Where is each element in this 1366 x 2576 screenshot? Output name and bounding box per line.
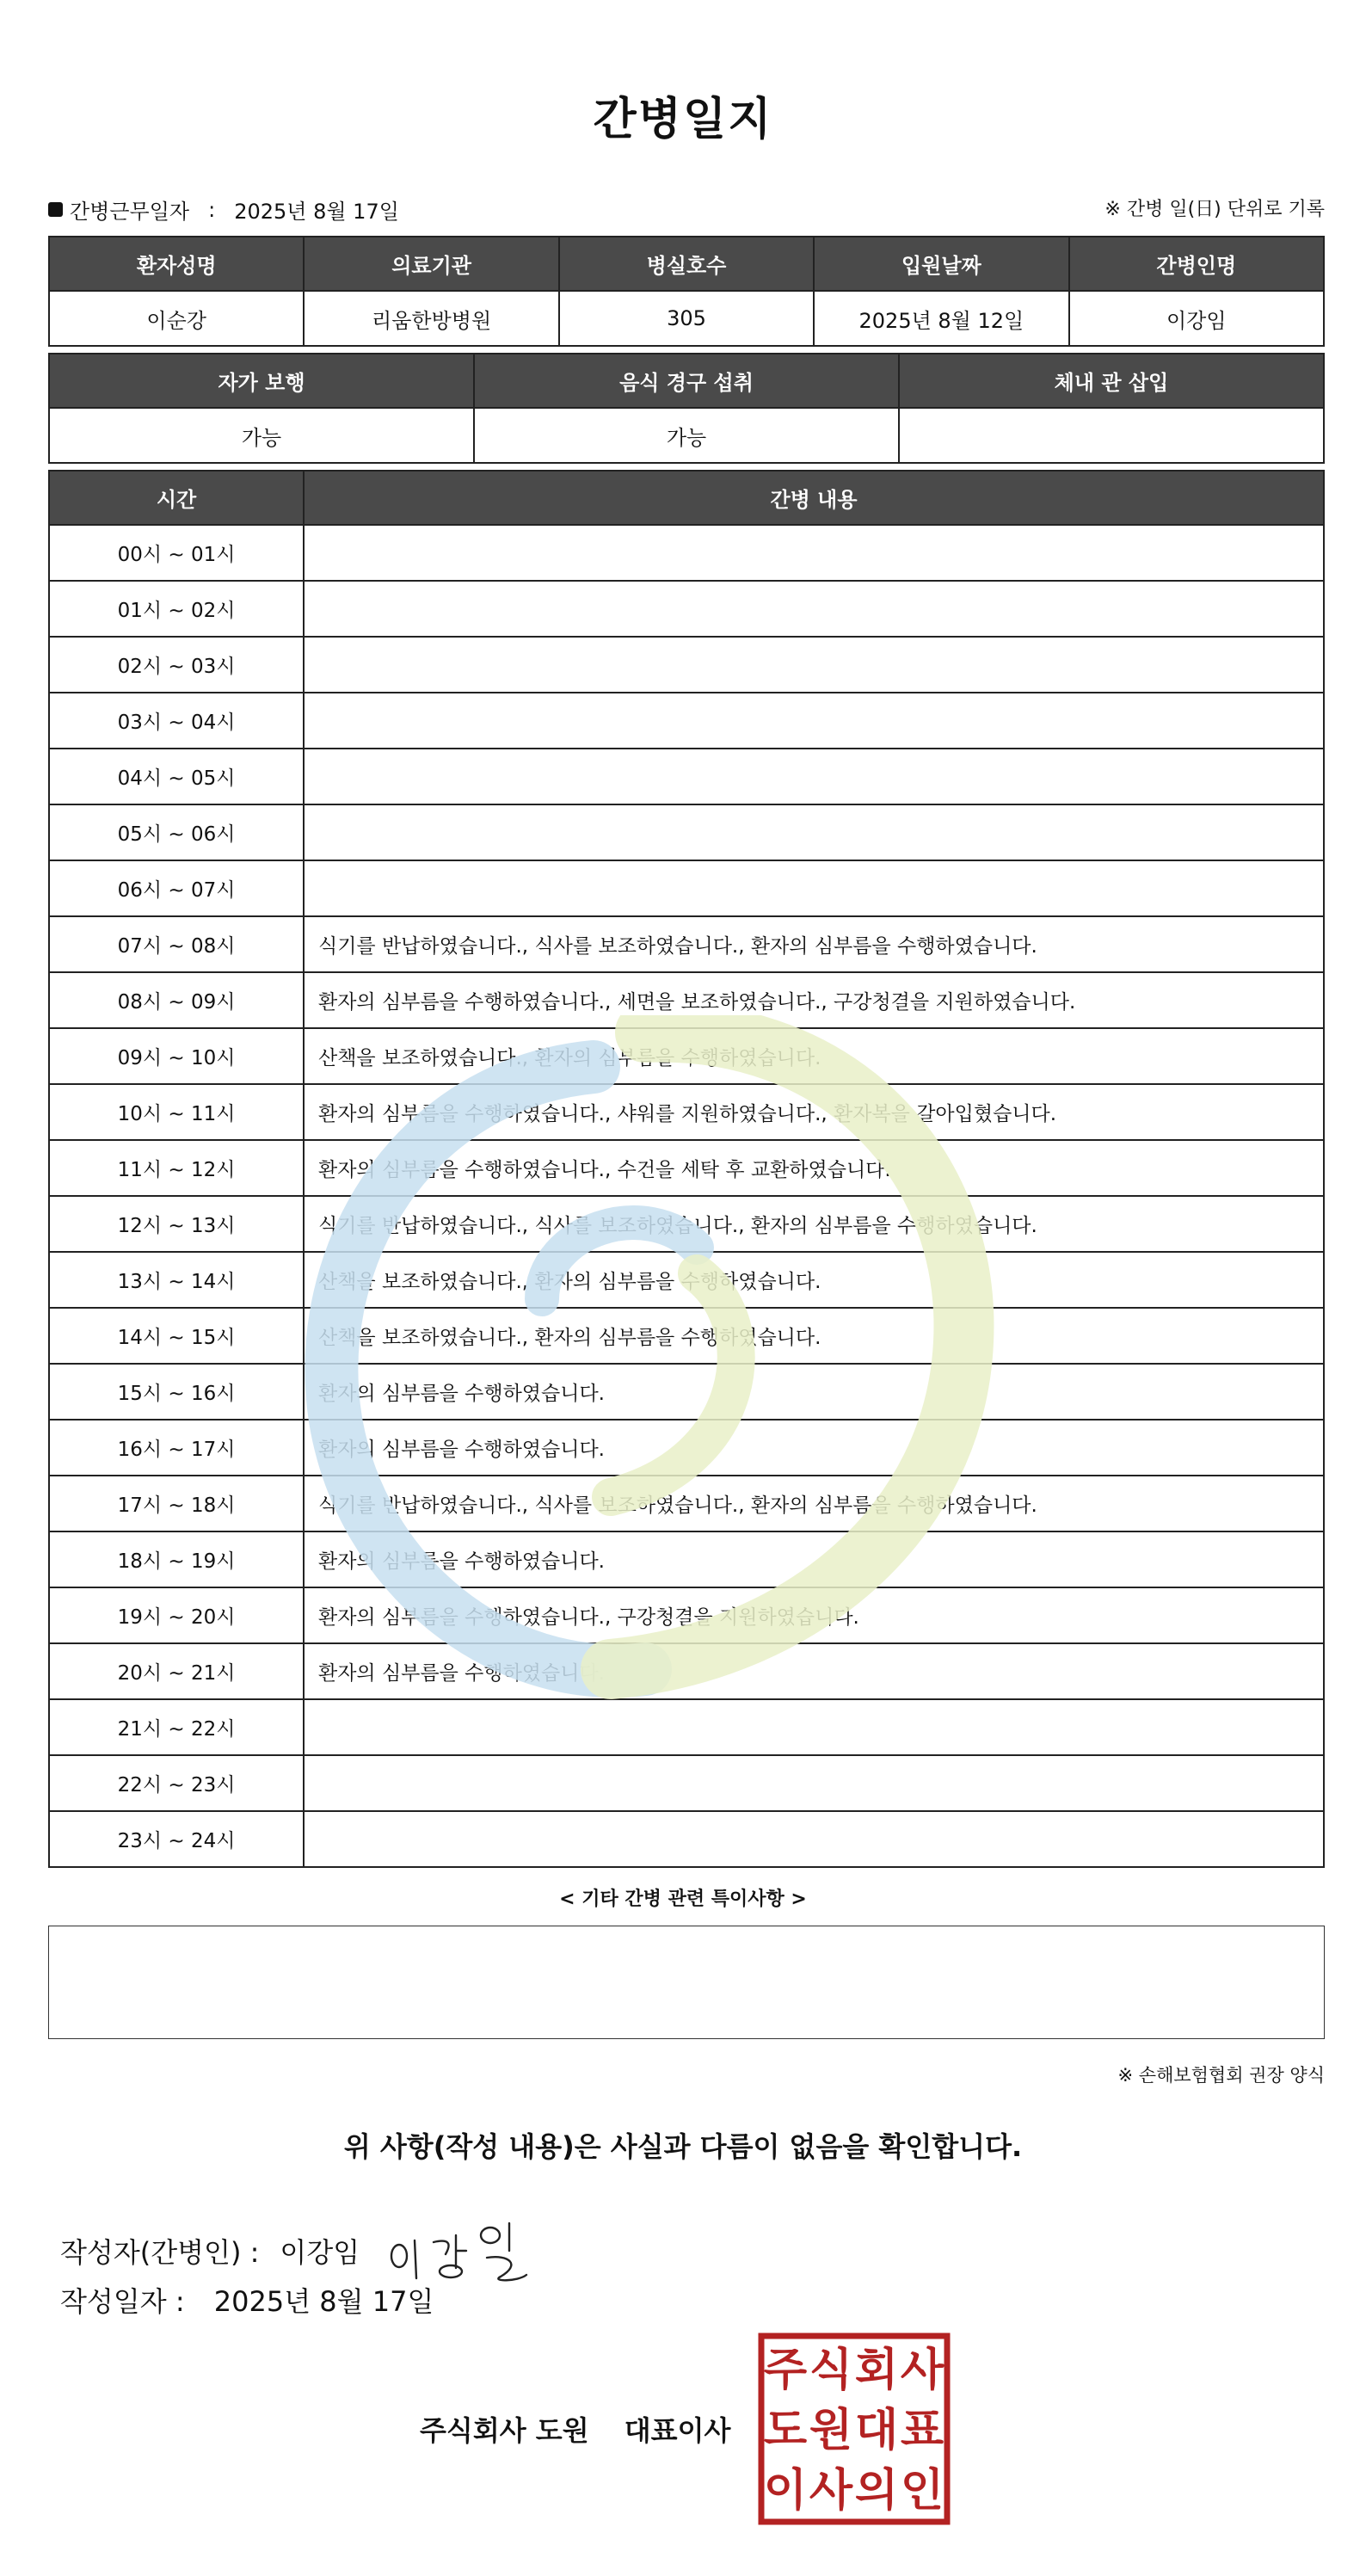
work-date-row bbox=[48, 194, 399, 225]
table-row bbox=[49, 1531, 1324, 1587]
seal-character: 식 bbox=[809, 2345, 853, 2396]
care-content: 식기를 반납하였습니다., 식사를 보조하였습니다., 환자의 심부름을 수행하였습니다. bbox=[304, 1196, 1324, 1252]
special-notes-box bbox=[48, 1926, 1325, 2039]
care-log-rows bbox=[49, 525, 1324, 1867]
time-slot: 14시 ~ 15시 bbox=[49, 1308, 304, 1364]
form-source-note: ※ 손해보험협회 권장 양식 bbox=[1117, 2065, 1325, 2086]
time-slot: 10시 ~ 11시 bbox=[49, 1084, 304, 1140]
patient-name: 이순강 bbox=[49, 291, 304, 346]
care-content: 환자의 심부름을 수행하였습니다., 세면을 보조하였습니다., 구강청결을 지원하였습니다. bbox=[304, 972, 1324, 1028]
time-slot: 22시 ~ 23시 bbox=[49, 1755, 304, 1811]
care-content: 환자의 심부름을 수행하였습니다. bbox=[304, 1643, 1324, 1699]
care-content bbox=[304, 860, 1324, 916]
special-notes-title: < 기타 간병 관련 특이사항 > bbox=[559, 1889, 807, 1910]
seal-character: 이 bbox=[763, 2465, 808, 2517]
time-header: 시간 bbox=[49, 471, 304, 525]
seal-character: 회 bbox=[854, 2345, 899, 2396]
written-date-row bbox=[60, 2280, 434, 2320]
patient-name-header: 환자성명 bbox=[49, 237, 304, 291]
care-content: 산책을 보조하였습니다., 환자의 심부름을 수행하였습니다. bbox=[304, 1252, 1324, 1308]
time-slot: 20시 ~ 21시 bbox=[49, 1643, 304, 1699]
care-content: 환자의 심부름을 수행하였습니다. bbox=[304, 1420, 1324, 1476]
time-slot: 11시 ~ 12시 bbox=[49, 1140, 304, 1196]
time-slot: 05시 ~ 06시 bbox=[49, 804, 304, 860]
time-slot: 19시 ~ 20시 bbox=[49, 1587, 304, 1643]
time-slot: 03시 ~ 04시 bbox=[49, 693, 304, 749]
time-slot: 04시 ~ 05시 bbox=[49, 749, 304, 804]
care-content bbox=[304, 804, 1324, 860]
self-walking-value: 가능 bbox=[49, 408, 474, 463]
care-content: 환자의 심부름을 수행하였습니다., 샤워를 지원하였습니다., 환자복을 갈아입혔습니다. bbox=[304, 1084, 1324, 1140]
table-row bbox=[49, 860, 1324, 916]
work-date-value: 2025년 8월 17일 bbox=[234, 200, 399, 224]
representative-title: 대표이사 bbox=[624, 2414, 731, 2447]
care-content: 산책을 보조하였습니다., 환자의 심부름을 수행하였습니다. bbox=[304, 1308, 1324, 1364]
table-row bbox=[49, 1476, 1324, 1531]
care-content: 식기를 반납하였습니다., 식사를 보조하였습니다., 환자의 심부름을 수행하였습니다. bbox=[304, 916, 1324, 972]
written-date-value: 2025년 8월 17일 bbox=[213, 2285, 434, 2318]
care-content bbox=[304, 1699, 1324, 1755]
work-date-separator: : bbox=[208, 197, 216, 222]
oral-intake-header: 음식 경구 섭취 bbox=[474, 354, 899, 408]
time-slot: 12시 ~ 13시 bbox=[49, 1196, 304, 1252]
seal-characters bbox=[764, 2345, 945, 2517]
table-row bbox=[49, 1420, 1324, 1476]
time-slot: 00시 ~ 01시 bbox=[49, 525, 304, 581]
time-slot: 08시 ~ 09시 bbox=[49, 972, 304, 1028]
time-slot: 23시 ~ 24시 bbox=[49, 1811, 304, 1867]
writer-name: 이강임 bbox=[280, 2236, 360, 2269]
care-log-table bbox=[48, 470, 1325, 1868]
table-row bbox=[49, 749, 1324, 804]
tube-insertion-value bbox=[899, 408, 1324, 463]
oral-intake-value: 가능 bbox=[474, 408, 899, 463]
time-slot: 21시 ~ 22시 bbox=[49, 1699, 304, 1755]
company-seal-stamp bbox=[757, 2332, 951, 2526]
room-number: 305 bbox=[559, 291, 814, 346]
patient-status-table bbox=[48, 353, 1325, 464]
care-content bbox=[304, 637, 1324, 693]
seal-character: 사 bbox=[900, 2345, 945, 2396]
seal-character: 도 bbox=[763, 2405, 808, 2456]
time-slot: 15시 ~ 16시 bbox=[49, 1364, 304, 1420]
patient-info-table bbox=[48, 236, 1325, 347]
time-slot: 13시 ~ 14시 bbox=[49, 1252, 304, 1308]
time-slot: 09시 ~ 10시 bbox=[49, 1028, 304, 1084]
page-title: 간병일지 bbox=[593, 94, 773, 145]
table-row bbox=[49, 1811, 1324, 1867]
care-content bbox=[304, 749, 1324, 804]
table-row bbox=[49, 1252, 1324, 1308]
table-row bbox=[49, 525, 1324, 581]
writer-label: 작성자(간병인) : bbox=[60, 2236, 260, 2269]
hospital-name: 리움한방병원 bbox=[304, 291, 558, 346]
care-content-header: 간병 내용 bbox=[304, 471, 1324, 525]
table-row bbox=[49, 1699, 1324, 1755]
seal-character: 인 bbox=[900, 2465, 945, 2517]
seal-character: 대 bbox=[854, 2405, 899, 2456]
table-row bbox=[49, 1140, 1324, 1196]
writer-row bbox=[60, 2216, 544, 2285]
care-content bbox=[304, 525, 1324, 581]
care-content: 식기를 반납하였습니다., 식사를 보조하였습니다., 환자의 심부름을 수행하였습니다. bbox=[304, 1476, 1324, 1531]
care-content bbox=[304, 581, 1324, 637]
record-unit-note: ※ 간병 일(日) 단위로 기록 bbox=[1104, 199, 1325, 220]
handwritten-signature bbox=[380, 2216, 544, 2285]
care-content bbox=[304, 693, 1324, 749]
table-row bbox=[49, 972, 1324, 1028]
time-slot: 07시 ~ 08시 bbox=[49, 916, 304, 972]
admission-date: 2025년 8월 12일 bbox=[814, 291, 1068, 346]
hospital-header: 의료기관 bbox=[304, 237, 558, 291]
care-content bbox=[304, 1811, 1324, 1867]
tube-insertion-header: 체내 관 삽입 bbox=[899, 354, 1324, 408]
table-row bbox=[49, 1755, 1324, 1811]
self-walking-header: 자가 보행 bbox=[49, 354, 474, 408]
table-row bbox=[49, 804, 1324, 860]
care-content: 환자의 심부름을 수행하였습니다. bbox=[304, 1364, 1324, 1420]
seal-character: 사 bbox=[809, 2465, 853, 2517]
table-row bbox=[49, 916, 1324, 972]
table-row bbox=[49, 1308, 1324, 1364]
room-number-header: 병실호수 bbox=[559, 237, 814, 291]
care-content: 환자의 심부름을 수행하였습니다. bbox=[304, 1531, 1324, 1587]
confirmation-statement: 위 사항(작성 내용)은 사실과 다름이 없음을 확인합니다. bbox=[343, 2130, 1023, 2163]
time-slot: 02시 ~ 03시 bbox=[49, 637, 304, 693]
time-slot: 17시 ~ 18시 bbox=[49, 1476, 304, 1531]
caregiver-name: 이강임 bbox=[1069, 291, 1324, 346]
table-row bbox=[49, 581, 1324, 637]
work-date-label: 간병근무일자 bbox=[70, 200, 190, 224]
care-content: 환자의 심부름을 수행하였습니다., 수건을 세탁 후 교환하였습니다. bbox=[304, 1140, 1324, 1196]
seal-character: 주 bbox=[763, 2345, 808, 2396]
table-row bbox=[49, 1643, 1324, 1699]
seal-character: 표 bbox=[900, 2405, 945, 2456]
time-slot: 01시 ~ 02시 bbox=[49, 581, 304, 637]
care-content: 산책을 보조하였습니다., 환자의 심부름을 수행하였습니다. bbox=[304, 1028, 1324, 1084]
care-content: 환자의 심부름을 수행하였습니다., 구강청결을 지원하였습니다. bbox=[304, 1587, 1324, 1643]
company-signature-line bbox=[420, 2409, 730, 2449]
time-slot: 16시 ~ 17시 bbox=[49, 1420, 304, 1476]
table-row bbox=[49, 1084, 1324, 1140]
table-row bbox=[49, 1587, 1324, 1643]
seal-character: 원 bbox=[809, 2405, 853, 2456]
admission-date-header: 입원날짜 bbox=[814, 237, 1068, 291]
care-content bbox=[304, 1755, 1324, 1811]
time-slot: 06시 ~ 07시 bbox=[49, 860, 304, 916]
table-row bbox=[49, 637, 1324, 693]
bullet-square-icon bbox=[48, 202, 63, 217]
table-row bbox=[49, 693, 1324, 749]
table-row bbox=[49, 1196, 1324, 1252]
written-date-label: 작성일자 : bbox=[60, 2285, 185, 2318]
company-name: 주식회사 도원 bbox=[420, 2414, 589, 2447]
table-row bbox=[49, 1364, 1324, 1420]
seal-character: 의 bbox=[854, 2465, 899, 2517]
caregiver-name-header: 간병인명 bbox=[1069, 237, 1324, 291]
table-row bbox=[49, 1028, 1324, 1084]
time-slot: 18시 ~ 19시 bbox=[49, 1531, 304, 1587]
